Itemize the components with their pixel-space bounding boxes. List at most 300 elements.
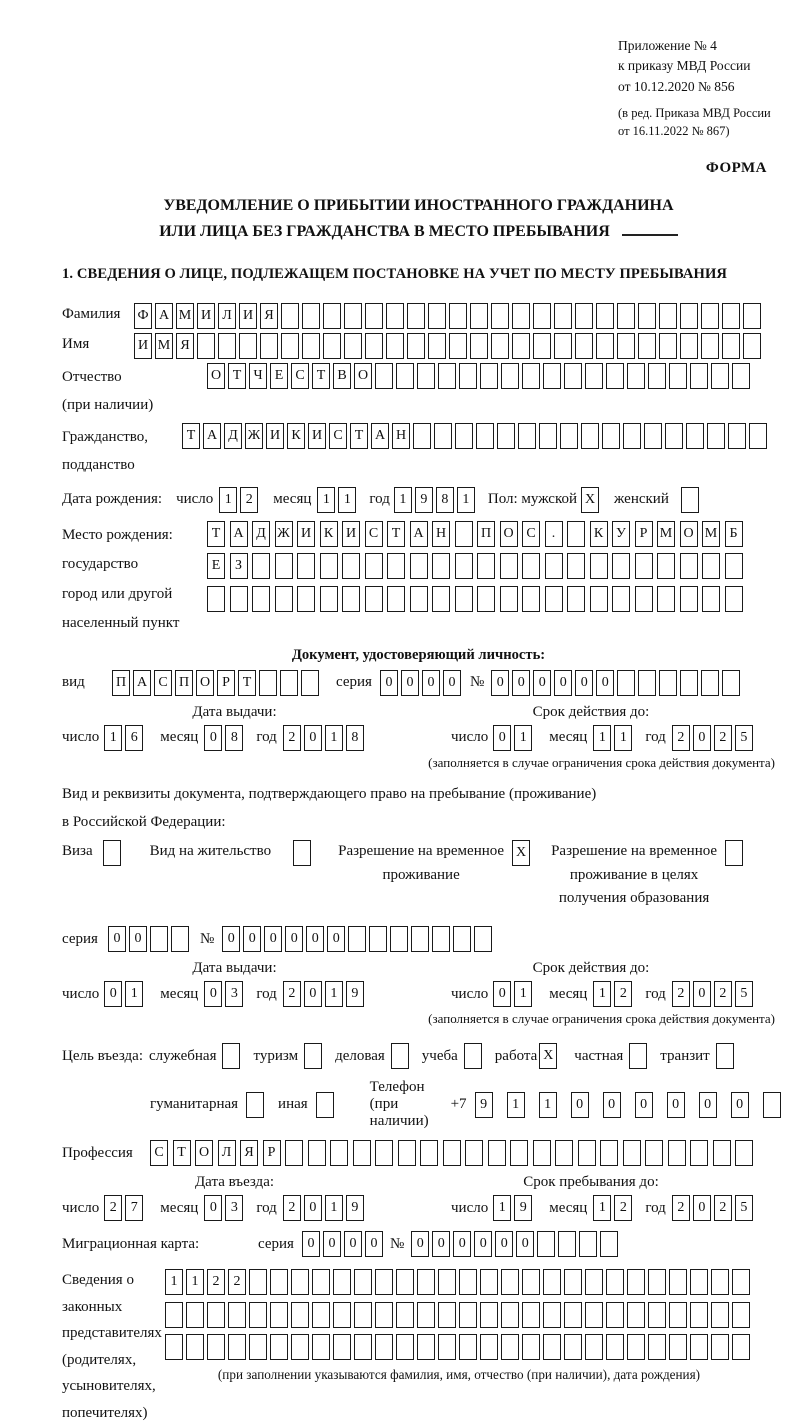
char-box-empty[interactable] bbox=[543, 363, 561, 389]
char-box-empty[interactable] bbox=[386, 333, 404, 359]
char-box-empty[interactable] bbox=[375, 1334, 393, 1360]
char-box-filled[interactable]: К bbox=[287, 423, 305, 449]
char-box-empty[interactable] bbox=[749, 423, 767, 449]
char-box-filled[interactable]: 2 bbox=[672, 1195, 690, 1221]
char-box-empty[interactable] bbox=[455, 521, 473, 547]
char-box-filled[interactable]: П bbox=[175, 670, 193, 696]
char-box-filled[interactable]: 3 bbox=[225, 981, 243, 1007]
char-box-filled[interactable]: 1 bbox=[593, 981, 611, 1007]
char-box-empty[interactable] bbox=[438, 1302, 456, 1328]
char-box-filled[interactable]: К bbox=[590, 521, 608, 547]
char-box-filled[interactable]: 1 bbox=[514, 981, 532, 1007]
char-box-empty[interactable] bbox=[564, 1334, 582, 1360]
char-box-empty[interactable] bbox=[533, 333, 551, 359]
char-box-filled[interactable]: 3 bbox=[225, 1195, 243, 1221]
char-box-filled[interactable]: М bbox=[176, 303, 194, 329]
char-box-filled[interactable]: А bbox=[155, 303, 173, 329]
char-box-empty[interactable] bbox=[623, 423, 641, 449]
char-box-filled[interactable]: С bbox=[522, 521, 540, 547]
char-box-empty[interactable] bbox=[365, 586, 383, 612]
char-box-filled[interactable]: А bbox=[230, 521, 248, 547]
char-box-empty[interactable] bbox=[623, 1140, 641, 1166]
char-box-empty[interactable] bbox=[171, 926, 189, 952]
char-box-empty[interactable] bbox=[150, 926, 168, 952]
char-box-filled[interactable]: 7 bbox=[125, 1195, 143, 1221]
char-box-empty[interactable] bbox=[449, 333, 467, 359]
char-box-empty[interactable] bbox=[449, 303, 467, 329]
char-box-empty[interactable] bbox=[657, 586, 675, 612]
char-box-filled[interactable]: Б bbox=[725, 521, 743, 547]
char-box-empty[interactable] bbox=[680, 670, 698, 696]
char-box-filled[interactable]: 0 bbox=[512, 670, 530, 696]
char-box-empty[interactable] bbox=[567, 553, 585, 579]
char-box-empty[interactable] bbox=[545, 553, 563, 579]
char-box-empty[interactable] bbox=[716, 1043, 734, 1069]
char-box-empty[interactable] bbox=[353, 1140, 371, 1166]
char-box-empty[interactable] bbox=[312, 1302, 330, 1328]
char-box-empty[interactable] bbox=[491, 333, 509, 359]
char-box-filled[interactable]: 2 bbox=[614, 981, 632, 1007]
char-box-empty[interactable] bbox=[249, 1334, 267, 1360]
char-box-filled[interactable]: . bbox=[545, 521, 563, 547]
char-box-filled[interactable]: З bbox=[230, 553, 248, 579]
char-box-empty[interactable] bbox=[333, 1302, 351, 1328]
char-box-filled[interactable]: 2 bbox=[614, 1195, 632, 1221]
char-box-empty[interactable] bbox=[375, 1140, 393, 1166]
char-box-filled[interactable]: 0 bbox=[575, 670, 593, 696]
char-box-filled[interactable]: 2 bbox=[104, 1195, 122, 1221]
char-box-empty[interactable] bbox=[186, 1302, 204, 1328]
char-box-empty[interactable] bbox=[543, 1269, 561, 1295]
char-box-filled[interactable]: Р bbox=[263, 1140, 281, 1166]
char-box-empty[interactable] bbox=[480, 1269, 498, 1295]
char-box-empty[interactable] bbox=[590, 586, 608, 612]
char-box-empty[interactable] bbox=[470, 333, 488, 359]
char-box-filled[interactable]: 1 bbox=[125, 981, 143, 1007]
char-box-filled[interactable]: 0 bbox=[693, 725, 711, 751]
char-box-empty[interactable] bbox=[386, 303, 404, 329]
char-box-empty[interactable] bbox=[375, 363, 393, 389]
char-box-empty[interactable] bbox=[420, 1140, 438, 1166]
char-box-filled[interactable]: 2 bbox=[714, 1195, 732, 1221]
char-box-empty[interactable] bbox=[291, 1269, 309, 1295]
char-box-empty[interactable] bbox=[291, 1334, 309, 1360]
char-box-filled[interactable]: Ч bbox=[249, 363, 267, 389]
char-box-empty[interactable] bbox=[638, 303, 656, 329]
char-box-empty[interactable] bbox=[407, 333, 425, 359]
char-box-filled[interactable]: X bbox=[512, 840, 530, 866]
char-box-filled[interactable]: О bbox=[196, 670, 214, 696]
char-box-empty[interactable] bbox=[396, 363, 414, 389]
char-box-empty[interactable] bbox=[480, 363, 498, 389]
char-box-empty[interactable] bbox=[218, 333, 236, 359]
char-box-empty[interactable] bbox=[387, 553, 405, 579]
char-box-empty[interactable] bbox=[260, 333, 278, 359]
char-box-filled[interactable]: А bbox=[203, 423, 221, 449]
char-box-filled[interactable]: 5 bbox=[735, 725, 753, 751]
char-box-filled[interactable]: 9 bbox=[514, 1195, 532, 1221]
char-box-filled[interactable]: О bbox=[500, 521, 518, 547]
char-box-filled[interactable]: 9 bbox=[346, 1195, 364, 1221]
char-box-empty[interactable] bbox=[686, 423, 704, 449]
char-box-empty[interactable] bbox=[477, 553, 495, 579]
char-box-empty[interactable] bbox=[722, 670, 740, 696]
char-box-empty[interactable] bbox=[575, 333, 593, 359]
char-box-empty[interactable] bbox=[564, 1269, 582, 1295]
char-box-empty[interactable] bbox=[275, 586, 293, 612]
char-box-empty[interactable] bbox=[186, 1334, 204, 1360]
char-box-filled[interactable]: X bbox=[581, 487, 599, 513]
char-box-filled[interactable]: Т bbox=[350, 423, 368, 449]
char-box-filled[interactable]: 2 bbox=[207, 1269, 225, 1295]
char-box-empty[interactable] bbox=[280, 670, 298, 696]
char-box-empty[interactable] bbox=[438, 363, 456, 389]
char-box-filled[interactable]: 0 bbox=[243, 926, 261, 952]
char-box-empty[interactable] bbox=[464, 1043, 482, 1069]
char-box-empty[interactable] bbox=[281, 303, 299, 329]
char-box-empty[interactable] bbox=[207, 1334, 225, 1360]
char-box-filled[interactable]: 1 bbox=[614, 725, 632, 751]
char-box-empty[interactable] bbox=[476, 423, 494, 449]
char-box-filled[interactable]: 0 bbox=[306, 926, 324, 952]
char-box-filled[interactable]: 0 bbox=[380, 670, 398, 696]
char-box-empty[interactable] bbox=[763, 1092, 781, 1118]
char-box-filled[interactable]: 2 bbox=[283, 981, 301, 1007]
char-box-empty[interactable] bbox=[702, 586, 720, 612]
char-box-empty[interactable] bbox=[438, 1334, 456, 1360]
char-box-empty[interactable] bbox=[302, 303, 320, 329]
char-box-empty[interactable] bbox=[635, 586, 653, 612]
char-box-empty[interactable] bbox=[365, 553, 383, 579]
char-box-filled[interactable]: Д bbox=[252, 521, 270, 547]
char-box-filled[interactable]: 0 bbox=[304, 725, 322, 751]
char-box-empty[interactable] bbox=[316, 1092, 334, 1118]
char-box-empty[interactable] bbox=[690, 363, 708, 389]
char-box-filled[interactable]: С bbox=[329, 423, 347, 449]
char-box-empty[interactable] bbox=[545, 586, 563, 612]
char-box-empty[interactable] bbox=[396, 1302, 414, 1328]
char-box-empty[interactable] bbox=[627, 1334, 645, 1360]
char-box-filled[interactable]: Ж bbox=[245, 423, 263, 449]
char-box-empty[interactable] bbox=[600, 1231, 618, 1257]
char-box-empty[interactable] bbox=[669, 363, 687, 389]
char-box-filled[interactable]: 1 bbox=[593, 1195, 611, 1221]
char-box-empty[interactable] bbox=[659, 303, 677, 329]
char-box-filled[interactable]: Ж bbox=[275, 521, 293, 547]
char-box-filled[interactable]: О bbox=[354, 363, 372, 389]
char-box-filled[interactable]: 1 bbox=[165, 1269, 183, 1295]
char-box-empty[interactable] bbox=[567, 586, 585, 612]
char-box-empty[interactable] bbox=[690, 1140, 708, 1166]
char-box-empty[interactable] bbox=[297, 586, 315, 612]
char-box-empty[interactable] bbox=[585, 363, 603, 389]
char-box-filled[interactable]: П bbox=[112, 670, 130, 696]
char-box-filled[interactable]: С bbox=[150, 1140, 168, 1166]
char-box-filled[interactable]: 1 bbox=[317, 487, 335, 513]
char-box-empty[interactable] bbox=[743, 333, 761, 359]
char-box-empty[interactable] bbox=[567, 521, 585, 547]
char-box-filled[interactable]: Я bbox=[176, 333, 194, 359]
char-box-filled[interactable]: 0 bbox=[699, 1092, 717, 1118]
char-box-empty[interactable] bbox=[398, 1140, 416, 1166]
char-box-empty[interactable] bbox=[669, 1334, 687, 1360]
char-box-empty[interactable] bbox=[629, 1043, 647, 1069]
char-box-empty[interactable] bbox=[701, 303, 719, 329]
char-box-empty[interactable] bbox=[725, 840, 743, 866]
char-box-filled[interactable]: 0 bbox=[422, 670, 440, 696]
char-box-filled[interactable]: 0 bbox=[222, 926, 240, 952]
char-box-empty[interactable] bbox=[657, 553, 675, 579]
char-box-empty[interactable] bbox=[690, 1269, 708, 1295]
char-box-filled[interactable]: 9 bbox=[346, 981, 364, 1007]
char-box-empty[interactable] bbox=[711, 363, 729, 389]
char-box-empty[interactable] bbox=[344, 303, 362, 329]
char-box-filled[interactable]: 0 bbox=[516, 1231, 534, 1257]
char-box-filled[interactable]: 0 bbox=[571, 1092, 589, 1118]
char-box-filled[interactable]: С bbox=[154, 670, 172, 696]
char-box-empty[interactable] bbox=[270, 1334, 288, 1360]
char-box-empty[interactable] bbox=[410, 586, 428, 612]
char-box-empty[interactable] bbox=[669, 1302, 687, 1328]
char-box-filled[interactable]: 2 bbox=[714, 981, 732, 1007]
char-box-filled[interactable]: А bbox=[410, 521, 428, 547]
char-box-empty[interactable] bbox=[606, 363, 624, 389]
char-box-empty[interactable] bbox=[690, 1302, 708, 1328]
char-box-empty[interactable] bbox=[669, 1269, 687, 1295]
char-box-empty[interactable] bbox=[465, 1140, 483, 1166]
char-box-filled[interactable]: 0 bbox=[491, 670, 509, 696]
char-box-filled[interactable]: И bbox=[134, 333, 152, 359]
char-box-empty[interactable] bbox=[207, 1302, 225, 1328]
char-box-empty[interactable] bbox=[470, 303, 488, 329]
char-box-empty[interactable] bbox=[617, 333, 635, 359]
char-box-filled[interactable]: 6 bbox=[125, 725, 143, 751]
char-box-empty[interactable] bbox=[680, 303, 698, 329]
char-box-empty[interactable] bbox=[432, 553, 450, 579]
char-box-filled[interactable]: 9 bbox=[415, 487, 433, 513]
char-box-empty[interactable] bbox=[585, 1334, 603, 1360]
char-box-empty[interactable] bbox=[537, 1231, 555, 1257]
char-box-filled[interactable]: 1 bbox=[325, 1195, 343, 1221]
char-box-filled[interactable]: 0 bbox=[327, 926, 345, 952]
char-box-filled[interactable]: 1 bbox=[593, 725, 611, 751]
char-box-empty[interactable] bbox=[428, 333, 446, 359]
char-box-empty[interactable] bbox=[522, 586, 540, 612]
char-box-empty[interactable] bbox=[711, 1269, 729, 1295]
char-box-empty[interactable] bbox=[312, 1269, 330, 1295]
char-box-empty[interactable] bbox=[308, 1140, 326, 1166]
char-box-filled[interactable]: 0 bbox=[302, 1231, 320, 1257]
char-box-filled[interactable]: 2 bbox=[672, 725, 690, 751]
char-box-empty[interactable] bbox=[297, 553, 315, 579]
char-box-empty[interactable] bbox=[732, 1302, 750, 1328]
char-box-filled[interactable]: Н bbox=[392, 423, 410, 449]
char-box-empty[interactable] bbox=[474, 926, 492, 952]
char-box-empty[interactable] bbox=[600, 1140, 618, 1166]
char-box-filled[interactable]: У bbox=[612, 521, 630, 547]
char-box-empty[interactable] bbox=[627, 1302, 645, 1328]
char-box-empty[interactable] bbox=[564, 1302, 582, 1328]
char-box-empty[interactable] bbox=[354, 1269, 372, 1295]
char-box-empty[interactable] bbox=[252, 553, 270, 579]
char-box-empty[interactable] bbox=[543, 1334, 561, 1360]
char-box-empty[interactable] bbox=[707, 423, 725, 449]
char-box-filled[interactable]: И bbox=[342, 521, 360, 547]
char-box-empty[interactable] bbox=[638, 333, 656, 359]
char-box-filled[interactable]: А bbox=[133, 670, 151, 696]
char-box-empty[interactable] bbox=[680, 553, 698, 579]
char-box-empty[interactable] bbox=[612, 586, 630, 612]
char-box-empty[interactable] bbox=[207, 586, 225, 612]
char-box-filled[interactable]: П bbox=[477, 521, 495, 547]
char-box-filled[interactable]: 2 bbox=[240, 487, 258, 513]
char-box-empty[interactable] bbox=[680, 586, 698, 612]
char-box-filled[interactable]: 1 bbox=[186, 1269, 204, 1295]
char-box-empty[interactable] bbox=[410, 553, 428, 579]
char-box-filled[interactable]: 0 bbox=[495, 1231, 513, 1257]
char-box-empty[interactable] bbox=[668, 1140, 686, 1166]
char-box-empty[interactable] bbox=[323, 333, 341, 359]
char-box-empty[interactable] bbox=[558, 1231, 576, 1257]
char-box-filled[interactable]: И bbox=[197, 303, 215, 329]
char-box-empty[interactable] bbox=[375, 1302, 393, 1328]
char-box-empty[interactable] bbox=[270, 1269, 288, 1295]
char-box-empty[interactable] bbox=[230, 586, 248, 612]
char-box-empty[interactable] bbox=[197, 333, 215, 359]
char-box-empty[interactable] bbox=[581, 423, 599, 449]
char-box-filled[interactable]: 0 bbox=[474, 1231, 492, 1257]
char-box-empty[interactable] bbox=[270, 1302, 288, 1328]
char-box-filled[interactable]: 0 bbox=[453, 1231, 471, 1257]
char-box-empty[interactable] bbox=[281, 333, 299, 359]
char-box-filled[interactable]: 1 bbox=[104, 725, 122, 751]
char-box-filled[interactable]: 2 bbox=[283, 1195, 301, 1221]
char-box-empty[interactable] bbox=[369, 926, 387, 952]
char-box-empty[interactable] bbox=[413, 423, 431, 449]
char-box-filled[interactable]: 2 bbox=[672, 981, 690, 1007]
char-box-empty[interactable] bbox=[732, 363, 750, 389]
char-box-empty[interactable] bbox=[459, 1334, 477, 1360]
char-box-empty[interactable] bbox=[555, 1140, 573, 1166]
char-box-empty[interactable] bbox=[648, 1302, 666, 1328]
char-box-filled[interactable]: 0 bbox=[104, 981, 122, 1007]
char-box-empty[interactable] bbox=[522, 363, 540, 389]
char-box-filled[interactable]: 0 bbox=[411, 1231, 429, 1257]
char-box-empty[interactable] bbox=[510, 1140, 528, 1166]
char-box-filled[interactable]: М bbox=[702, 521, 720, 547]
char-box-filled[interactable]: 0 bbox=[596, 670, 614, 696]
char-box-filled[interactable]: 0 bbox=[285, 926, 303, 952]
char-box-empty[interactable] bbox=[732, 1334, 750, 1360]
char-box-filled[interactable]: 0 bbox=[693, 981, 711, 1007]
char-box-filled[interactable]: 0 bbox=[204, 1195, 222, 1221]
char-box-empty[interactable] bbox=[501, 1302, 519, 1328]
char-box-empty[interactable] bbox=[302, 333, 320, 359]
char-box-filled[interactable]: Т bbox=[238, 670, 256, 696]
char-box-empty[interactable] bbox=[259, 670, 277, 696]
char-box-filled[interactable]: 1 bbox=[514, 725, 532, 751]
char-box-empty[interactable] bbox=[680, 333, 698, 359]
char-box-empty[interactable] bbox=[512, 303, 530, 329]
char-box-empty[interactable] bbox=[617, 670, 635, 696]
char-box-empty[interactable] bbox=[638, 670, 656, 696]
char-box-filled[interactable]: 5 bbox=[735, 981, 753, 1007]
char-box-empty[interactable] bbox=[344, 333, 362, 359]
char-box-empty[interactable] bbox=[293, 840, 311, 866]
char-box-filled[interactable]: Е bbox=[207, 553, 225, 579]
char-box-filled[interactable]: 8 bbox=[225, 725, 243, 751]
char-box-empty[interactable] bbox=[480, 1334, 498, 1360]
char-box-filled[interactable]: X bbox=[539, 1043, 557, 1069]
char-box-empty[interactable] bbox=[455, 553, 473, 579]
char-box-empty[interactable] bbox=[735, 1140, 753, 1166]
char-box-filled[interactable]: И bbox=[308, 423, 326, 449]
char-box-empty[interactable] bbox=[228, 1334, 246, 1360]
char-box-empty[interactable] bbox=[659, 670, 677, 696]
char-box-empty[interactable] bbox=[330, 1140, 348, 1166]
char-box-empty[interactable] bbox=[543, 1302, 561, 1328]
char-box-empty[interactable] bbox=[432, 586, 450, 612]
char-box-empty[interactable] bbox=[354, 1334, 372, 1360]
char-box-filled[interactable]: Т bbox=[312, 363, 330, 389]
char-box-filled[interactable]: 0 bbox=[344, 1231, 362, 1257]
char-box-empty[interactable] bbox=[590, 553, 608, 579]
char-box-empty[interactable] bbox=[564, 363, 582, 389]
char-box-empty[interactable] bbox=[165, 1334, 183, 1360]
char-box-filled[interactable]: 0 bbox=[667, 1092, 685, 1118]
char-box-empty[interactable] bbox=[713, 1140, 731, 1166]
char-box-empty[interactable] bbox=[320, 586, 338, 612]
char-box-empty[interactable] bbox=[554, 333, 572, 359]
char-box-empty[interactable] bbox=[323, 303, 341, 329]
char-box-empty[interactable] bbox=[681, 487, 699, 513]
char-box-filled[interactable]: И bbox=[266, 423, 284, 449]
char-box-empty[interactable] bbox=[575, 303, 593, 329]
char-box-empty[interactable] bbox=[304, 1043, 322, 1069]
char-box-empty[interactable] bbox=[627, 363, 645, 389]
char-box-empty[interactable] bbox=[690, 1334, 708, 1360]
char-box-empty[interactable] bbox=[602, 423, 620, 449]
char-box-empty[interactable] bbox=[501, 363, 519, 389]
char-box-empty[interactable] bbox=[285, 1140, 303, 1166]
char-box-filled[interactable]: 0 bbox=[432, 1231, 450, 1257]
char-box-empty[interactable] bbox=[596, 333, 614, 359]
char-box-filled[interactable]: 1 bbox=[325, 725, 343, 751]
char-box-filled[interactable]: Д bbox=[224, 423, 242, 449]
char-box-filled[interactable]: Ф bbox=[134, 303, 152, 329]
char-box-empty[interactable] bbox=[239, 333, 257, 359]
char-box-empty[interactable] bbox=[648, 1269, 666, 1295]
char-box-empty[interactable] bbox=[222, 1043, 240, 1069]
char-box-filled[interactable]: 0 bbox=[365, 1231, 383, 1257]
char-box-empty[interactable] bbox=[459, 363, 477, 389]
char-box-empty[interactable] bbox=[497, 423, 515, 449]
char-box-filled[interactable]: 0 bbox=[554, 670, 572, 696]
char-box-empty[interactable] bbox=[522, 553, 540, 579]
char-box-empty[interactable] bbox=[375, 1269, 393, 1295]
char-box-empty[interactable] bbox=[477, 586, 495, 612]
char-box-empty[interactable] bbox=[249, 1302, 267, 1328]
char-box-filled[interactable]: 0 bbox=[603, 1092, 621, 1118]
char-box-empty[interactable] bbox=[432, 926, 450, 952]
char-box-empty[interactable] bbox=[411, 926, 429, 952]
char-box-filled[interactable]: 0 bbox=[323, 1231, 341, 1257]
char-box-filled[interactable]: 9 bbox=[475, 1092, 493, 1118]
char-box-empty[interactable] bbox=[560, 423, 578, 449]
char-box-filled[interactable]: О bbox=[195, 1140, 213, 1166]
char-box-empty[interactable] bbox=[249, 1269, 267, 1295]
char-box-empty[interactable] bbox=[396, 1269, 414, 1295]
